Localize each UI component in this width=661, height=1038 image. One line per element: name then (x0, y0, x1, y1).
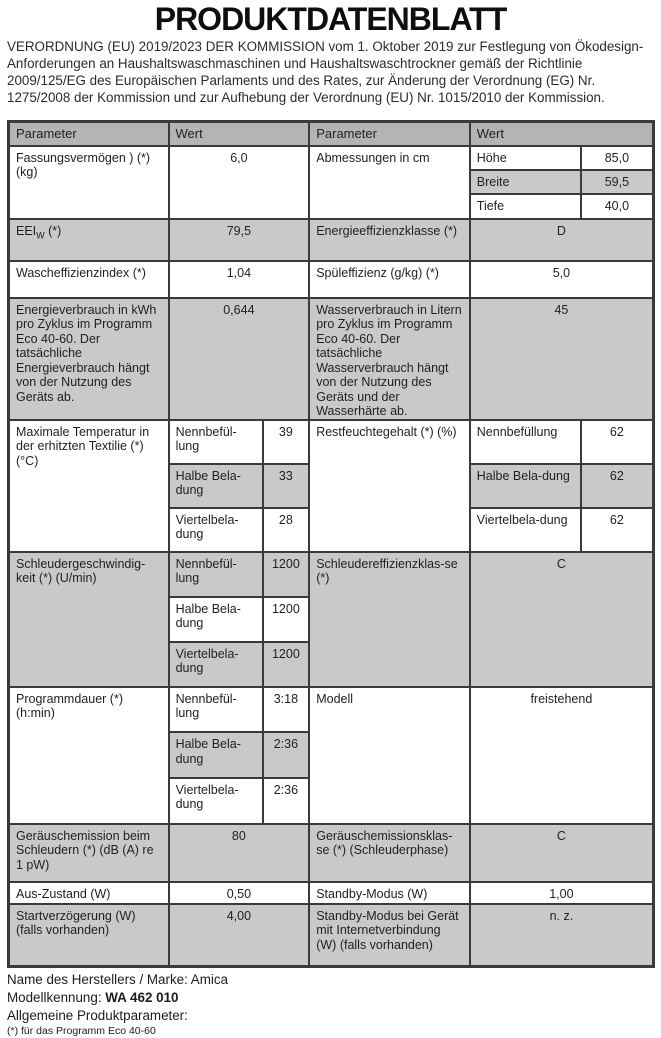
load-label: Nennbefüllung (471, 421, 582, 463)
load-row-half (170, 465, 309, 509)
model-label: Modellkennung: (7, 989, 106, 1005)
load-label: Viertelbela-dung (170, 509, 264, 551)
load-value: 1200 (271, 601, 300, 616)
load-value: 33 (264, 465, 309, 507)
load-row-half (170, 733, 309, 779)
table-row (10, 262, 652, 299)
load-value: 62 (582, 465, 652, 507)
dimension-row-tiefe (471, 195, 652, 217)
load-label: Nennbefül-lung (170, 421, 264, 463)
load-value: 62 (609, 424, 624, 439)
regulation-intro-text: VERORDNUNG (EU) 2019/2023 DER KOMMISSION vom 1. Oktober 2019 zur Festlegung von Ökodesign-Anforderungen an Haushaltswaschmaschinen und Haushaltswaschtrockner gemäß der Richtlinie 2009/125/EG des Europäischen Parlaments und des Rates, zur Änderung der Verordnung (EG) Nr. 1275/2008 der Kommission und zur Aufhebung der Verordnung (EU) Nr. 1015/2010 der Kommission. (7, 39, 644, 105)
standby-value: 1,00 (549, 886, 574, 901)
energy-class-value: D (471, 220, 652, 260)
load-row-nominal (170, 421, 309, 465)
load-row-nominal (170, 688, 309, 734)
dimension-label: Höhe (471, 147, 582, 169)
load-label: Halbe Bela-dung (170, 733, 264, 777)
dimension-row-hoehe (471, 147, 652, 171)
model-value: WA 462 010 (105, 989, 179, 1005)
table-row (10, 421, 652, 553)
off-mode-value: 0,50 (170, 883, 311, 903)
dimension-row-breite (471, 171, 652, 195)
load-label: Nennbefül-lung (170, 688, 264, 732)
load-row-quarter (170, 509, 309, 551)
spin-speed-subtable (170, 553, 311, 686)
spin-class-label: Schleudereffizienzklas-se (*) (310, 553, 471, 686)
eei-subscript: W (36, 230, 45, 241)
duration-label: Programmdauer (*) (h:min) (10, 688, 170, 823)
footer (0, 968, 661, 1038)
table-row (10, 905, 652, 965)
energy-consumption-label: Energieverbrauch in kWh pro Zyklus im Programm Eco 40-60. Der tatsächliche Energieverbrauch hängt von der Nutzung des Geräts ab. (10, 299, 170, 419)
table-header-row (10, 123, 652, 147)
footnote-line: (*) für das Programm Eco 40-60 (7, 1024, 156, 1037)
load-row-quarter (170, 643, 309, 686)
load-label: Viertelbela-dung (170, 643, 264, 686)
rinse-efficiency-value: 5,0 (552, 265, 571, 280)
manufacturer-line: Name des Herstellers / Marke: Amica (7, 971, 229, 987)
noise-value: 80 (170, 825, 311, 881)
table-row (10, 825, 652, 883)
column-header-parameter-right: Parameter (310, 123, 471, 145)
capacity-label: Fassungsvermögen ) (*) (kg) (10, 147, 170, 218)
load-label: Halbe Bela-dung (170, 465, 264, 507)
page-title: PRODUKTDATENBLATT (154, 1, 507, 37)
dimension-value: 40,0 (604, 199, 630, 214)
parameter-table (7, 120, 655, 968)
column-header-wert-left: Wert (170, 123, 311, 145)
load-label: Halbe Bela-dung (170, 598, 264, 641)
eei-base: EEI (16, 223, 37, 238)
residual-moisture-subtable (471, 421, 652, 551)
eei-footnote-mark: (*) (44, 223, 62, 238)
delay-start-value: 4,00 (170, 905, 311, 965)
general-params-line: Allgemeine Produktparameter: (7, 1007, 188, 1023)
standby-network-value: n. z. (471, 905, 652, 965)
dimension-label: Breite (471, 171, 582, 193)
noise-class-value: C (471, 825, 652, 881)
load-label: Viertelbela-dung (471, 509, 582, 551)
load-value: 2:36 (273, 782, 299, 797)
load-value: 62 (609, 512, 624, 527)
load-row-half (170, 598, 309, 643)
max-temp-subtable (170, 421, 311, 551)
water-consumption-value: 45 (471, 299, 652, 419)
wash-index-label: Wascheffizienzindex (*) (10, 262, 170, 297)
spin-speed-label: Schleudergeschwindig-keit (*) (U/min) (10, 553, 170, 686)
dimension-label: Tiefe (471, 195, 582, 217)
load-value: 1200 (264, 553, 309, 596)
table-row (10, 147, 652, 220)
standby-label: Standby-Modus (W) (310, 883, 471, 903)
delay-start-label: Startverzögerung (W) (falls vorhanden) (10, 905, 170, 965)
load-label: Nennbefül-lung (170, 553, 264, 596)
model-type-value: freistehend (530, 691, 593, 706)
model-type-label: Modell (310, 688, 471, 823)
table-row (10, 688, 652, 825)
max-temp-label: Maximale Temperatur in der erhitzten Textilie (*) (°C) (10, 421, 170, 551)
dimensions-subtable (471, 147, 652, 218)
duration-subtable (170, 688, 311, 823)
model-line (7, 989, 657, 1007)
column-header-parameter-left: Parameter (10, 123, 170, 145)
load-value: 28 (278, 512, 293, 527)
load-row-nominal (170, 553, 309, 598)
column-header-wert-right: Wert (471, 123, 652, 145)
standby-network-label: Standby-Modus bei Gerät mit Internetverbindung (W) (falls vorhanden) (310, 905, 471, 965)
load-value: 39 (278, 424, 293, 439)
load-value: 2:36 (264, 733, 309, 777)
rinse-efficiency-label: Spüleffizienz (g/kg) (*) (310, 262, 471, 297)
energy-consumption-value: 0,644 (170, 299, 311, 419)
noise-label: Geräuschemission beim Schleudern (*) (dB (A) re 1 pW) (10, 825, 170, 881)
table-row (10, 220, 652, 262)
load-label: Viertelbela-dung (170, 779, 264, 823)
eei-value: 79,5 (170, 220, 311, 260)
load-label: Halbe Bela-dung (471, 465, 582, 507)
spin-class-value: C (471, 553, 652, 686)
noise-class-label: Geräuschemissionsklas-se (*) (Schleuderphase) (310, 825, 471, 881)
load-row-quarter (471, 509, 652, 551)
water-consumption-label: Wasserverbrauch in Litern pro Zyklus im Programm Eco 40-60. Der tatsächliche Wasserverbrauch hängt von der Nutzung des Geräts und der Wasserhärte ab. (310, 299, 471, 419)
off-mode-label: Aus-Zustand (W) (10, 883, 170, 903)
load-row-half (471, 465, 652, 509)
load-value: 1200 (264, 643, 309, 686)
dimension-value: 85,0 (604, 150, 630, 165)
load-row-quarter (170, 779, 309, 823)
residual-moisture-label: Restfeuchtegehalt (*) (%) (310, 421, 471, 551)
wash-index-value: 1,04 (170, 262, 311, 297)
energy-class-label: Energieeffizienzklasse (*) (310, 220, 471, 260)
dimensions-label: Abmessungen in cm (310, 147, 471, 218)
table-row (10, 883, 652, 905)
table-row (10, 299, 652, 421)
load-value: 3:18 (273, 691, 299, 706)
load-row-nominal (471, 421, 652, 465)
dimension-value: 59,5 (582, 171, 652, 193)
eei-label (10, 220, 170, 260)
table-row (10, 553, 652, 688)
capacity-value: 6,0 (170, 147, 311, 218)
